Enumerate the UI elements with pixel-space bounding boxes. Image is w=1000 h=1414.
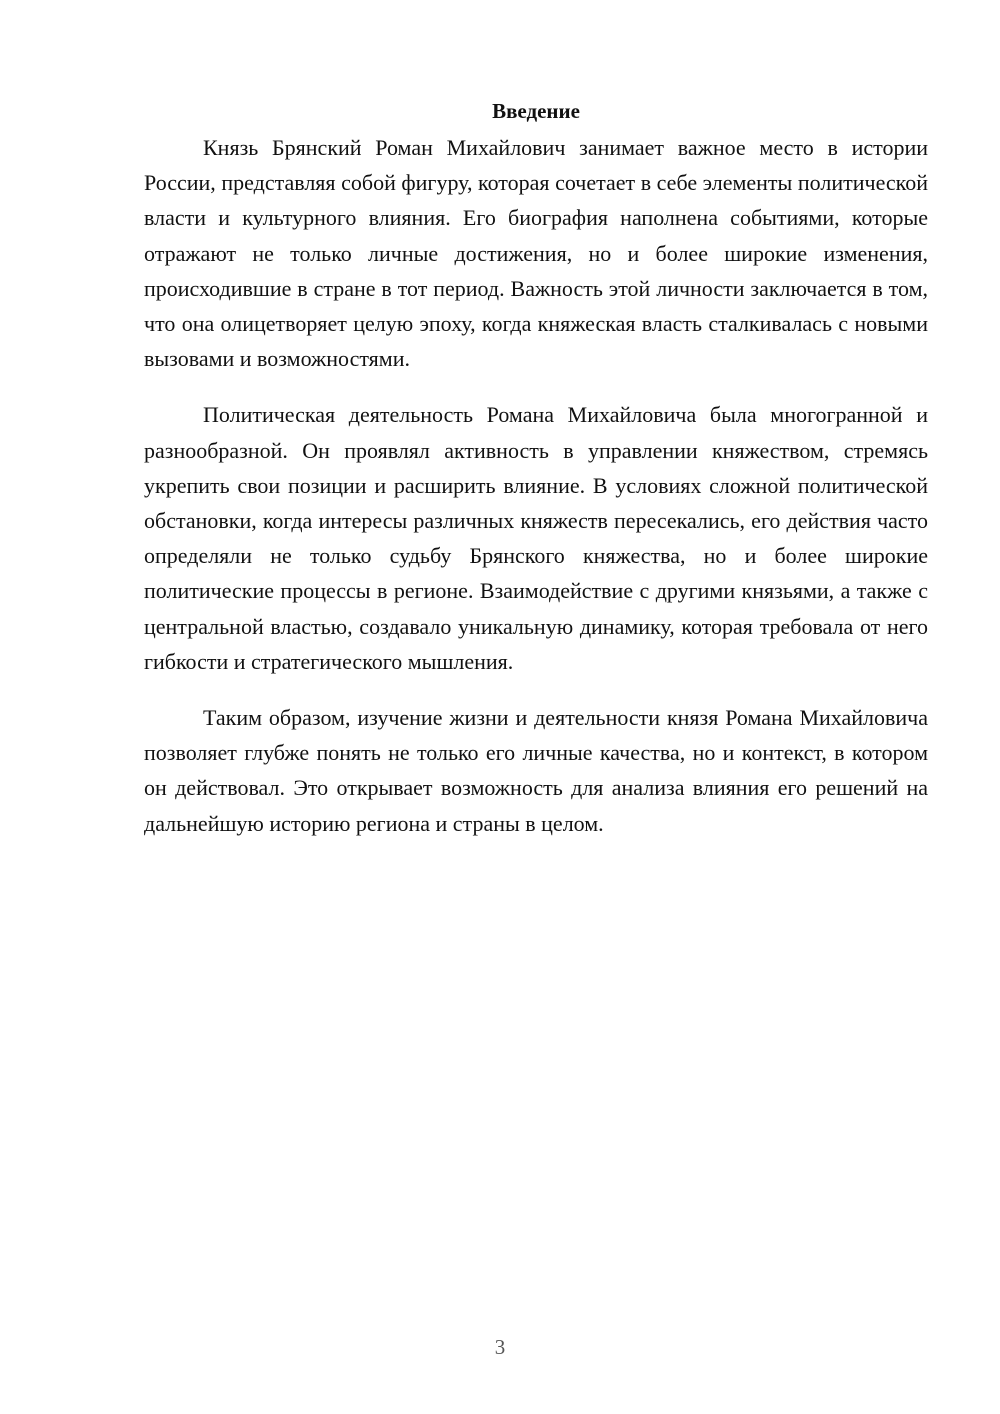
page-number: 3	[494, 1335, 506, 1359]
page-content	[144, 96, 928, 862]
paragraph-1: Князь Брянский Роман Михайлович занимает важное место в истории России, представляя собой фигуру, которая сочетает в себе элементы политической власти и культурного влияния. Его биография наполнена событиями, которые отражают не только личные достижения, но и более широкие изменения, происходившие в стране в тот период. Важность этой личности заключается в том, что она олицетворяет целую эпоху, когда княжеская власть сталкивалась с новыми вызовами и возможностями.	[144, 135, 928, 372]
paragraph-2: Политическая деятельность Романа Михайловича была многогранной и разнообразной. Он проявлял активность в управлении княжеством, стремясь укрепить свои позиции и расширить влияние. В условиях сложной политической обстановки, когда интересы различных княжеств пересекались, его действия часто определяли не только судьбу Брянского княжества, но и более широкие политические процессы в регионе. Взаимодействие с другими князьями, а также с центральной властью, создавало уникальную динамику, которая требовала от него гибкости и стратегического мышления.	[144, 402, 928, 674]
paragraph-3: Таким образом, изучение жизни и деятельности князя Романа Михайловича позволяет глубже понять не только его личные качества, но и контекст, в котором он действовал. Это открывает возможность для анализа влияния его решений на дальнейшую историю региона и страны в целом.	[144, 705, 928, 836]
section-heading: Введение	[492, 99, 580, 123]
